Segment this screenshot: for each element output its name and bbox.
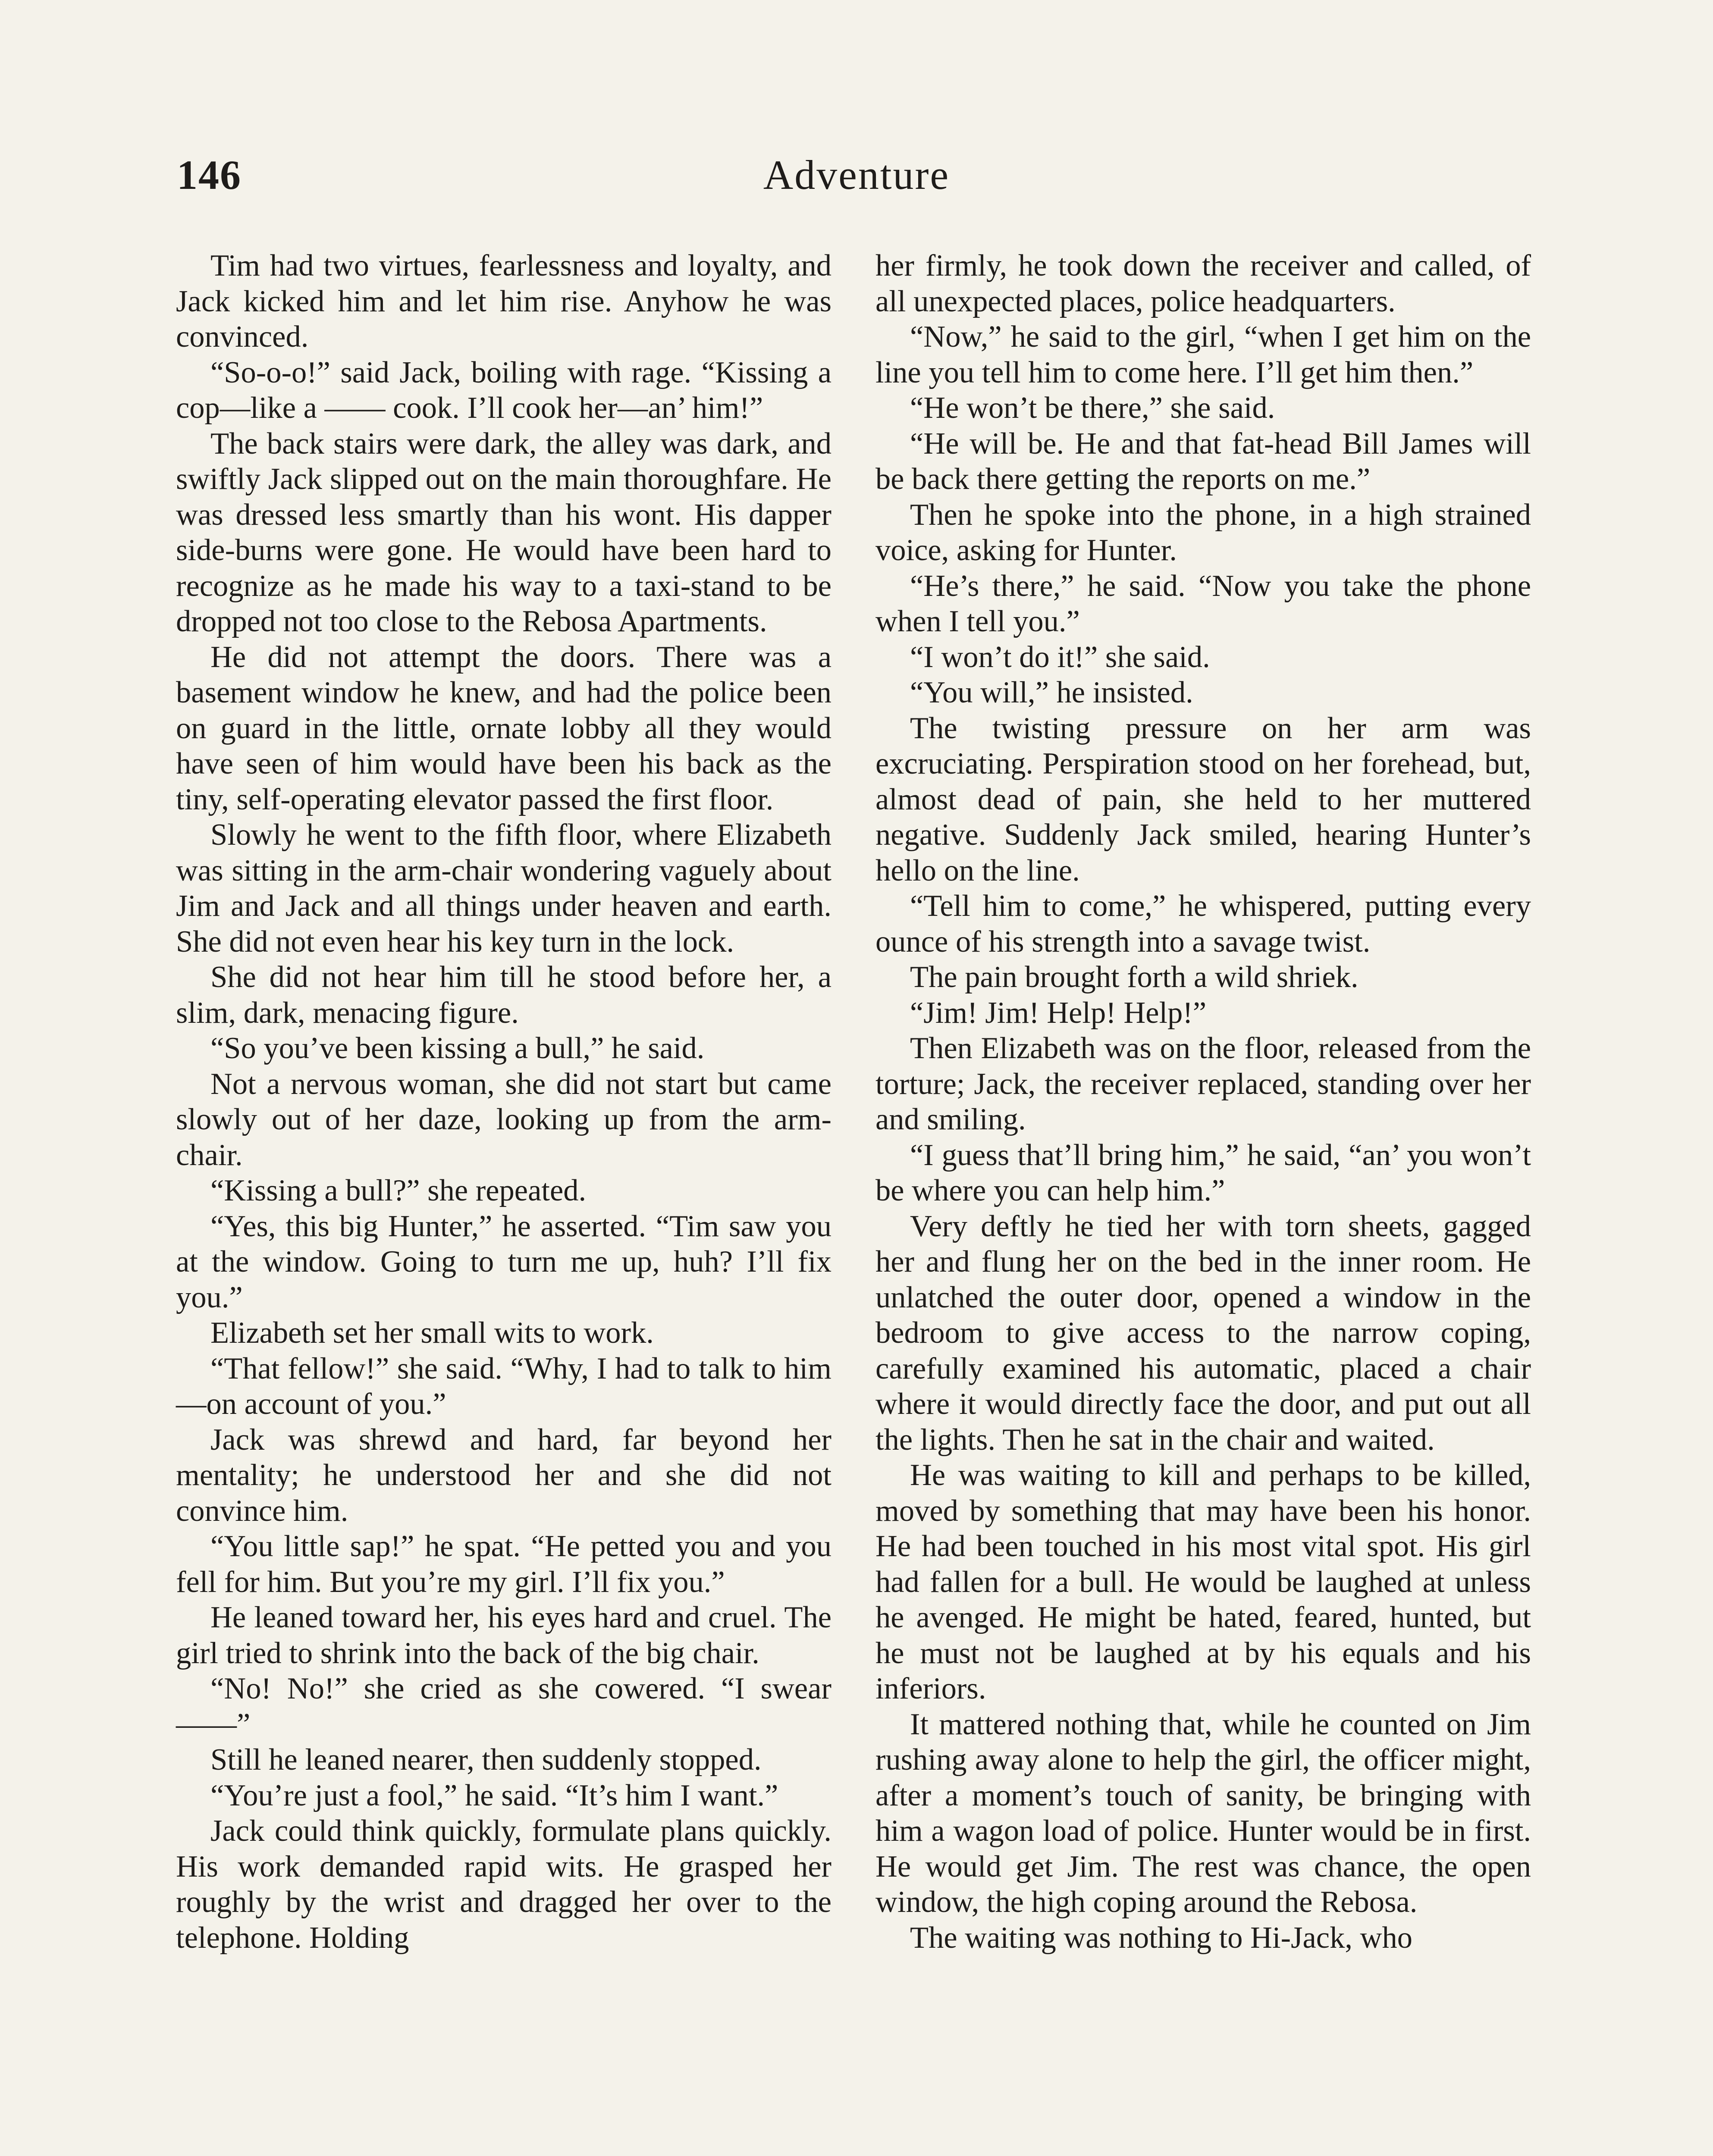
paragraph: “He won’t be there,” she said.	[910, 391, 1275, 425]
paragraph: “You will,” he insisted.	[910, 676, 1193, 709]
paragraph: The twisting pressure on her arm was excruciating. Perspiration stood on her forehead, but, almost dead of pain, she held to her muttered negative. Suddenly Jack smiled, hearing Hunter’s hello on the line.	[875, 711, 1531, 887]
paragraph: “Yes, this big Hunter,” he asserted. “Tim saw you at the window. Going to turn me up, huh? I’ll fix you.”	[176, 1209, 831, 1314]
paragraph: She did not hear him till he stood before her, a slim, dark, menacing figure.	[176, 960, 831, 1030]
paragraph: “Kissing a bull?” she repeated.	[210, 1174, 587, 1207]
paragraph: Then Elizabeth was on the floor, released from the torture; Jack, the receiver replaced, standing over her and smiling.	[875, 1031, 1531, 1136]
paragraph: Slowly he went to the fifth floor, where Elizabeth was sitting in the arm-chair wondering vaguely about Jim and Jack and all things under heaven and earth. She did not even hear his key turn in the lock.	[176, 818, 831, 959]
paragraph: “So-o-o!” said Jack, boiling with rage. “Kissing a cop—like a —— cook. I’ll cook her—an’ him!”	[176, 355, 831, 425]
paragraph: Elizabeth set her small wits to work.	[210, 1316, 654, 1350]
page-number: 146	[177, 152, 242, 198]
paragraph: The back stairs were dark, the alley was dark, and swiftly Jack slipped out on the main thoroughfare. He was dressed less smartly than his wont. His dapper side-burns were gone. He would have been hard to recognize as he made his way to a taxi-stand to be dropped not too close to the Rebosa Apartments.	[176, 426, 831, 638]
paragraph: her firmly, he took down the receiver and called, of all unexpected places, police headquarters.	[875, 249, 1531, 318]
paragraph: “No! No!” she cried as she cowered. “I swear——”	[176, 1672, 831, 1741]
page-header	[177, 151, 1536, 211]
paragraph: “You little sap!” he spat. “He petted you and you fell for him. But you’re my girl. I’ll fix you.”	[176, 1529, 831, 1599]
paragraph: “I won’t do it!” she said.	[910, 640, 1210, 674]
paragraph: Very deftly he tied her with torn sheets, gagged her and flung her on the bed in the inner room. He unlatched the outer door, opened a window in the bedroom to give access to the narrow coping, carefully examined his automatic, placed a chair where it would directly face the door, and put out all the lights. Then he sat in the chair and waited.	[875, 1209, 1531, 1457]
running-title: Adventure	[763, 152, 950, 198]
paragraph: Jack could think quickly, formulate plans quickly. His work demanded rapid wits. He grasped her roughly by the wrist and dragged her over to the telephone. Holding	[176, 1814, 831, 1955]
paragraph: Jack was shrewd and hard, far beyond her mentality; he understood her and she did not convince him.	[176, 1423, 831, 1528]
paragraph: He was waiting to kill and perhaps to be killed, moved by something that may have been his honor. He had been touched in his most vital spot. His girl had fallen for a bull. He would be laughed at unless he avenged. He might be hated, feared, hunted, but he must not be laughed at by his equals and his inferiors.	[875, 1458, 1531, 1705]
paragraph: Then he spoke into the phone, in a high strained voice, asking for Hunter.	[875, 498, 1531, 567]
paragraph: “He will be. He and that fat-head Bill James will be back there getting the reports on me.”	[875, 426, 1531, 496]
paragraph: He leaned toward her, his eyes hard and cruel. The girl tried to shrink into the back of the big chair.	[176, 1601, 831, 1670]
paragraph: Still he leaned nearer, then suddenly stopped.	[210, 1743, 762, 1777]
right-text-column	[875, 248, 1531, 1955]
paragraph: The pain brought forth a wild shriek.	[910, 960, 1358, 994]
paragraph: He did not attempt the doors. There was a basement window he knew, and had the police been on guard in the little, ornate lobby all they would have seen of him would have been his back as the tiny, self-operating elevator passed the first floor.	[176, 640, 831, 816]
paragraph: “Now,” he said to the girl, “when I get him on the line you tell him to come here. I’ll get him then.”	[875, 320, 1531, 389]
paragraph: Tim had two virtues, fearlessness and loyalty, and Jack kicked him and let him rise. Anyhow he was convinced.	[176, 249, 831, 354]
paragraph: “I guess that’ll bring him,” he said, “an’ you won’t be where you can help him.”	[875, 1138, 1531, 1207]
paragraph: “Jim! Jim! Help! Help!”	[910, 996, 1207, 1030]
paragraph: “He’s there,” he said. “Now you take the phone when I tell you.”	[875, 569, 1531, 638]
paragraph: It mattered nothing that, while he counted on Jim rushing away alone to help the girl, the officer might, after a moment’s touch of sanity, be bringing with him a wagon load of police. Hunter would be in first. He would get Jim. The rest was chance, the open window, the high coping around the Rebosa.	[875, 1707, 1531, 1919]
paragraph: “So you’ve been kissing a bull,” he said.	[210, 1031, 705, 1065]
paragraph: “That fellow!” she said. “Why, I had to talk to him—on account of you.”	[176, 1351, 831, 1421]
left-text-column	[176, 248, 831, 1955]
paragraph: “You’re just a fool,” he said. “It’s him I want.”	[210, 1778, 778, 1812]
paragraph: “Tell him to come,” he whispered, putting every ounce of his strength into a savage twist.	[875, 889, 1531, 959]
paragraph: Not a nervous woman, she did not start but came slowly out of her daze, looking up from the arm-chair.	[176, 1067, 831, 1172]
paragraph: The waiting was nothing to Hi-Jack, who	[910, 1921, 1413, 1955]
